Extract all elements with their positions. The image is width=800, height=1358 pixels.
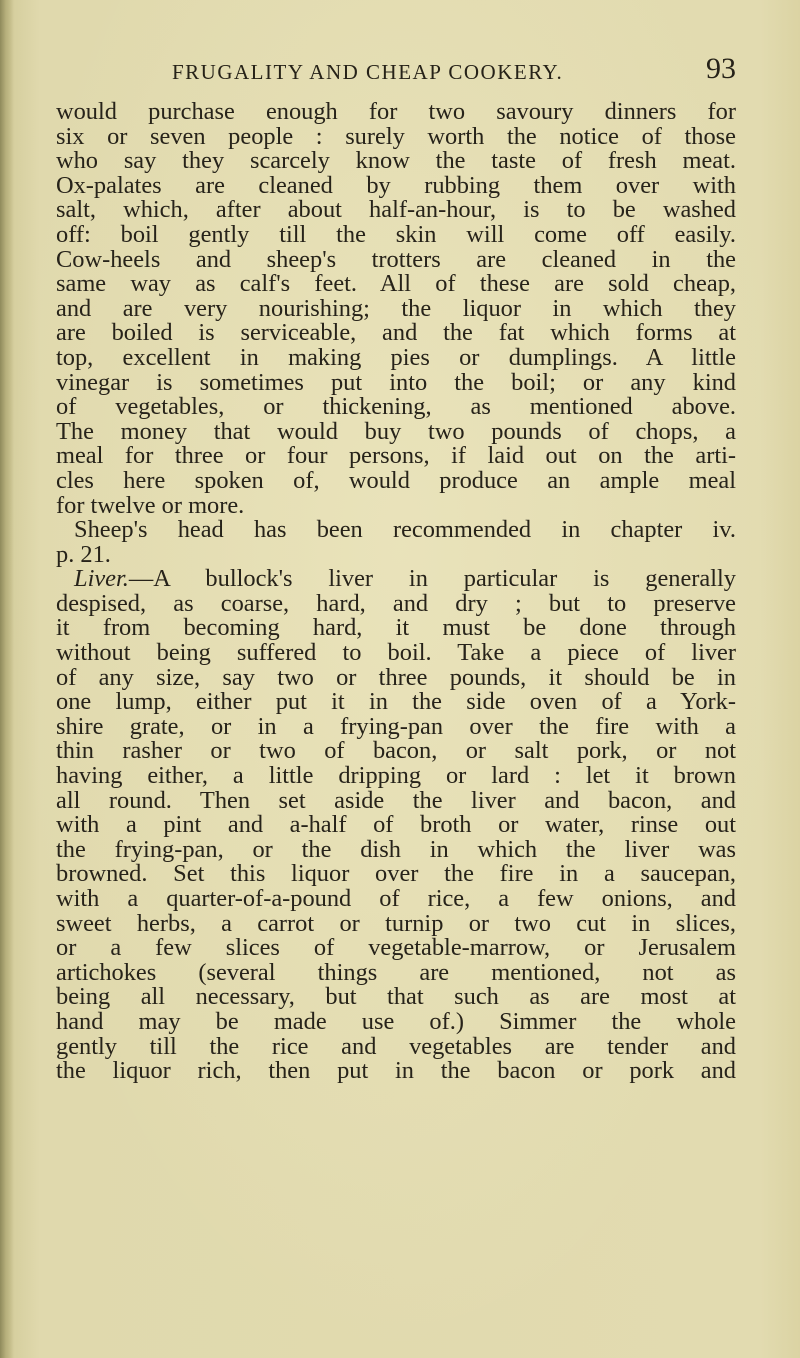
section-run-in-heading: Liver. (74, 565, 129, 593)
binding-shadow (0, 0, 14, 1358)
text-line: cles here spoken of, would produce an ample meal (56, 466, 736, 494)
text-line: of any size, say two or three pounds, it should be in (56, 663, 736, 691)
text-line: gently till the rice and vegetables are tender and (56, 1032, 736, 1060)
text-line: top, excellent in making pies or dumplings. A little (56, 343, 736, 371)
page-number: 93 (706, 52, 736, 85)
text-line: one lump, either put it in the side oven of a York- (56, 688, 736, 716)
text-line: the liquor rich, then put in the bacon or pork and (56, 1057, 736, 1085)
text-line: or a few slices of vegetable-marrow, or Jerusalem (56, 934, 736, 962)
text-line: having either, a little dripping or lard : let it brown (56, 762, 736, 790)
text-line: sweet herbs, a carrot or turnip or two cut in slices, (56, 909, 736, 937)
text-line: p. 21. (56, 540, 111, 568)
text-line: thin rasher or two of bacon, or salt pork, or not (56, 737, 736, 765)
text-line: six or seven people : surely worth the notice of those (56, 122, 736, 150)
text-line: with a quarter-of-a-pound of rice, a few onions, and (56, 885, 736, 912)
text-line: with a pint and a-half of broth or water, rinse out (56, 811, 736, 839)
text-line: are boiled is serviceable, and the fat which forms at (56, 319, 736, 347)
body-text (56, 100, 736, 1084)
text-line: vinegar is sometimes put into the boil; or any kind (56, 368, 736, 396)
text-line: all round. Then set aside the liver and bacon, and (56, 786, 736, 814)
text-line: browned. Set this liquor over the fire in a saucepan, (56, 860, 736, 888)
page-header (60, 52, 740, 92)
text-line: and are very nourishing; the liquor in which they (56, 294, 736, 322)
text-line: meal for three or four persons, if laid out on the arti- (56, 442, 736, 470)
text-line: for twelve or more. (56, 491, 245, 519)
text-line: despised, as coarse, hard, and dry ; but to preserve (56, 589, 736, 617)
text-line: salt, which, after about half-an-hour, is to be washed (56, 196, 736, 224)
text-line: same way as calf's feet. All of these are sold cheap, (56, 270, 736, 298)
text-line: Sheep's head has been recommended in chapter iv. (74, 516, 736, 544)
running-head: FRUGALITY AND CHEAP COOKERY. (172, 60, 564, 84)
text-line: off: boil gently till the skin will come off easily. (56, 220, 736, 248)
text-line: the frying-pan, or the dish in which the liver was (56, 835, 736, 863)
text-line: of vegetables, or thickening, as mentioned above. (56, 393, 736, 421)
text-line: it from becoming hard, it must be done through (56, 614, 736, 642)
liver-heading-line (56, 567, 736, 592)
text-line: being all necessary, but that such as are most at (56, 983, 736, 1011)
text-line: shire grate, or in a frying-pan over the fire with a (56, 712, 736, 740)
text-line: artichokes (several things are mentioned, not as (56, 958, 736, 986)
text-line-rest: —A bullock's liver in particular is generally (128, 565, 736, 593)
text-line: Cow-heels and sheep's trotters are cleaned in the (56, 245, 736, 273)
text-line: Ox-palates are cleaned by rubbing them over with (56, 171, 736, 199)
text-line: would purchase enough for two savoury dinners for (56, 98, 736, 125)
text-line: hand may be made use of.) Simmer the whole (56, 1007, 736, 1035)
text-line: The money that would buy two pounds of chops, a (56, 417, 736, 445)
text-line: without being suffered to boil. Take a piece of liver (56, 639, 736, 667)
text-line: who say they scarcely know the taste of fresh meat. (56, 147, 736, 175)
